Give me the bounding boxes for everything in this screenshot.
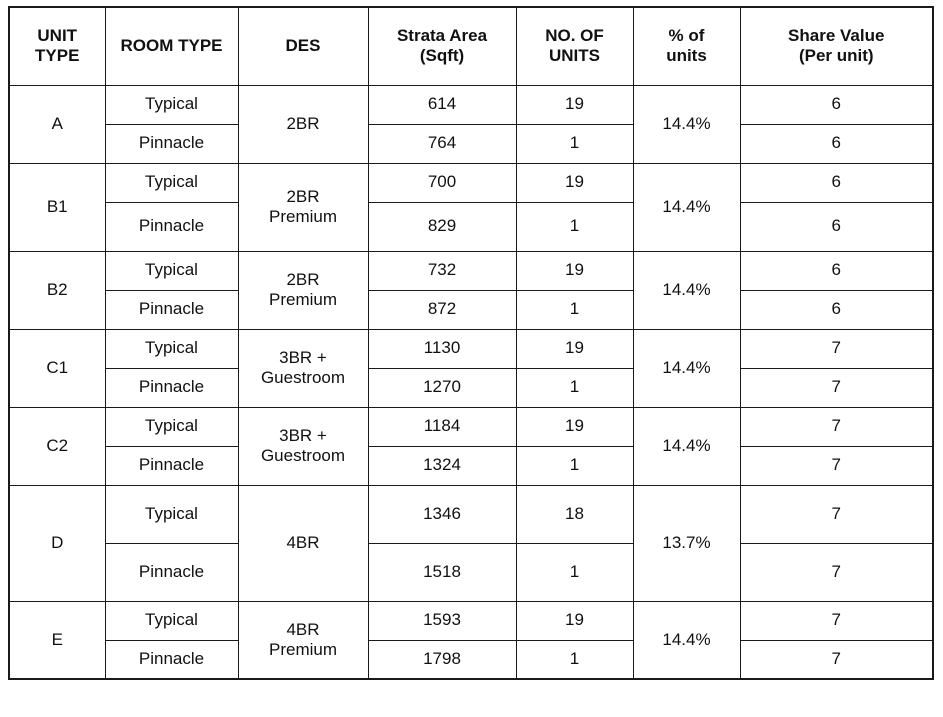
cell-des-line: Premium <box>268 639 337 659</box>
table-row <box>9 124 933 163</box>
column-header-line: Share Value <box>788 26 885 46</box>
table-row <box>9 202 933 251</box>
cell-unit-type: B2 <box>9 251 105 329</box>
table-row <box>9 290 933 329</box>
table-header-row <box>9 7 933 85</box>
cell-share-value: 6 <box>740 290 933 329</box>
cell-share-value: 7 <box>740 485 933 543</box>
table-row <box>9 251 933 290</box>
cell-share-value: 6 <box>740 124 933 163</box>
table-row <box>9 543 933 601</box>
cell-strata-area: 1324 <box>368 446 516 485</box>
table-header <box>9 7 933 85</box>
cell-strata-area: 872 <box>368 290 516 329</box>
cell-share-value: 7 <box>740 407 933 446</box>
cell-des <box>238 329 368 407</box>
column-header-pct_units <box>633 7 740 85</box>
cell-share-value: 6 <box>740 85 933 124</box>
cell-des <box>238 85 368 163</box>
cell-strata-area: 700 <box>368 163 516 202</box>
table-row <box>9 446 933 485</box>
cell-strata-area: 764 <box>368 124 516 163</box>
cell-strata-area: 1593 <box>368 601 516 640</box>
cell-room-type: Typical <box>105 163 238 202</box>
cell-des-line: 2BR <box>286 186 320 206</box>
cell-room-type: Typical <box>105 251 238 290</box>
cell-strata-area: 614 <box>368 85 516 124</box>
table-row <box>9 485 933 543</box>
table-row <box>9 329 933 368</box>
cell-des <box>238 407 368 485</box>
cell-share-value: 7 <box>740 446 933 485</box>
cell-des <box>238 601 368 679</box>
column-header-line: NO. OF <box>545 26 604 46</box>
cell-no-of-units: 1 <box>516 368 633 407</box>
column-header-strata_area <box>368 7 516 85</box>
cell-share-value: 6 <box>740 163 933 202</box>
cell-unit-type: C2 <box>9 407 105 485</box>
column-header-line: Strata Area <box>396 26 488 46</box>
cell-share-value: 6 <box>740 202 933 251</box>
column-header-line: UNIT <box>37 26 78 46</box>
cell-des-line: 4BR <box>286 619 320 639</box>
cell-no-of-units: 19 <box>516 329 633 368</box>
cell-unit-type: E <box>9 601 105 679</box>
cell-des-line: 3BR + <box>279 425 327 445</box>
cell-share-value: 7 <box>740 601 933 640</box>
cell-share-value: 7 <box>740 329 933 368</box>
cell-no-of-units: 18 <box>516 485 633 543</box>
cell-room-type: Typical <box>105 85 238 124</box>
cell-pct-units: 13.7% <box>633 485 740 601</box>
table-body <box>9 85 933 679</box>
cell-des-line: Guestroom <box>260 446 346 465</box>
column-header-line: units <box>666 46 707 66</box>
column-header-unit_type <box>9 7 105 85</box>
cell-room-type: Pinnacle <box>105 290 238 329</box>
column-header-line: (Sqft) <box>419 46 465 66</box>
cell-strata-area: 1184 <box>368 407 516 446</box>
column-header-line: DES <box>285 36 321 56</box>
cell-unit-type: B1 <box>9 163 105 251</box>
table-row <box>9 85 933 124</box>
cell-unit-type: A <box>9 85 105 163</box>
cell-strata-area: 829 <box>368 202 516 251</box>
cell-strata-area: 1346 <box>368 485 516 543</box>
cell-room-type: Pinnacle <box>105 124 238 163</box>
cell-pct-units: 14.4% <box>633 407 740 485</box>
cell-des-line: 2BR <box>286 269 320 289</box>
cell-strata-area: 1130 <box>368 329 516 368</box>
column-header-no_of_units <box>516 7 633 85</box>
cell-share-value: 6 <box>740 251 933 290</box>
cell-room-type: Typical <box>105 601 238 640</box>
column-header-line: TYPE <box>35 46 80 66</box>
cell-des-line: Premium <box>268 290 337 309</box>
table-row <box>9 163 933 202</box>
cell-des-line: Premium <box>268 207 337 226</box>
cell-room-type: Typical <box>105 407 238 446</box>
cell-no-of-units: 19 <box>516 251 633 290</box>
column-header-line: ROOM TYPE <box>120 36 223 56</box>
cell-pct-units: 14.4% <box>633 163 740 251</box>
cell-strata-area: 732 <box>368 251 516 290</box>
cell-no-of-units: 1 <box>516 290 633 329</box>
cell-strata-area: 1798 <box>368 640 516 679</box>
cell-des-line: 2BR <box>286 113 320 133</box>
cell-room-type: Pinnacle <box>105 368 238 407</box>
cell-room-type: Pinnacle <box>105 543 238 601</box>
cell-room-type: Typical <box>105 329 238 368</box>
cell-no-of-units: 1 <box>516 640 633 679</box>
cell-share-value: 7 <box>740 543 933 601</box>
cell-des-line: Guestroom <box>260 368 346 387</box>
cell-share-value: 7 <box>740 368 933 407</box>
cell-room-type: Pinnacle <box>105 446 238 485</box>
column-header-des <box>238 7 368 85</box>
cell-strata-area: 1270 <box>368 368 516 407</box>
cell-des <box>238 485 368 601</box>
cell-strata-area: 1518 <box>368 543 516 601</box>
cell-pct-units: 14.4% <box>633 329 740 407</box>
cell-room-type: Typical <box>105 485 238 543</box>
cell-share-value: 7 <box>740 640 933 679</box>
cell-no-of-units: 19 <box>516 407 633 446</box>
column-header-share_value <box>740 7 933 85</box>
cell-no-of-units: 19 <box>516 85 633 124</box>
cell-unit-type: C1 <box>9 329 105 407</box>
cell-no-of-units: 19 <box>516 163 633 202</box>
cell-des-line: 4BR <box>286 532 320 552</box>
cell-no-of-units: 1 <box>516 543 633 601</box>
column-header-line: (Per unit) <box>798 46 874 66</box>
unit-schedule-table <box>8 6 934 680</box>
cell-pct-units: 14.4% <box>633 85 740 163</box>
cell-no-of-units: 1 <box>516 202 633 251</box>
table-row <box>9 407 933 446</box>
cell-no-of-units: 1 <box>516 124 633 163</box>
cell-des <box>238 163 368 251</box>
cell-pct-units: 14.4% <box>633 251 740 329</box>
cell-room-type: Pinnacle <box>105 202 238 251</box>
table-row <box>9 601 933 640</box>
cell-unit-type: D <box>9 485 105 601</box>
cell-des <box>238 251 368 329</box>
table-row <box>9 368 933 407</box>
cell-des-line: 3BR + <box>279 347 327 367</box>
cell-no-of-units: 1 <box>516 446 633 485</box>
column-header-line: UNITS <box>549 46 600 66</box>
table-row <box>9 640 933 679</box>
cell-no-of-units: 19 <box>516 601 633 640</box>
cell-room-type: Pinnacle <box>105 640 238 679</box>
column-header-line: % of <box>668 26 705 46</box>
column-header-room_type <box>105 7 238 85</box>
cell-pct-units: 14.4% <box>633 601 740 679</box>
